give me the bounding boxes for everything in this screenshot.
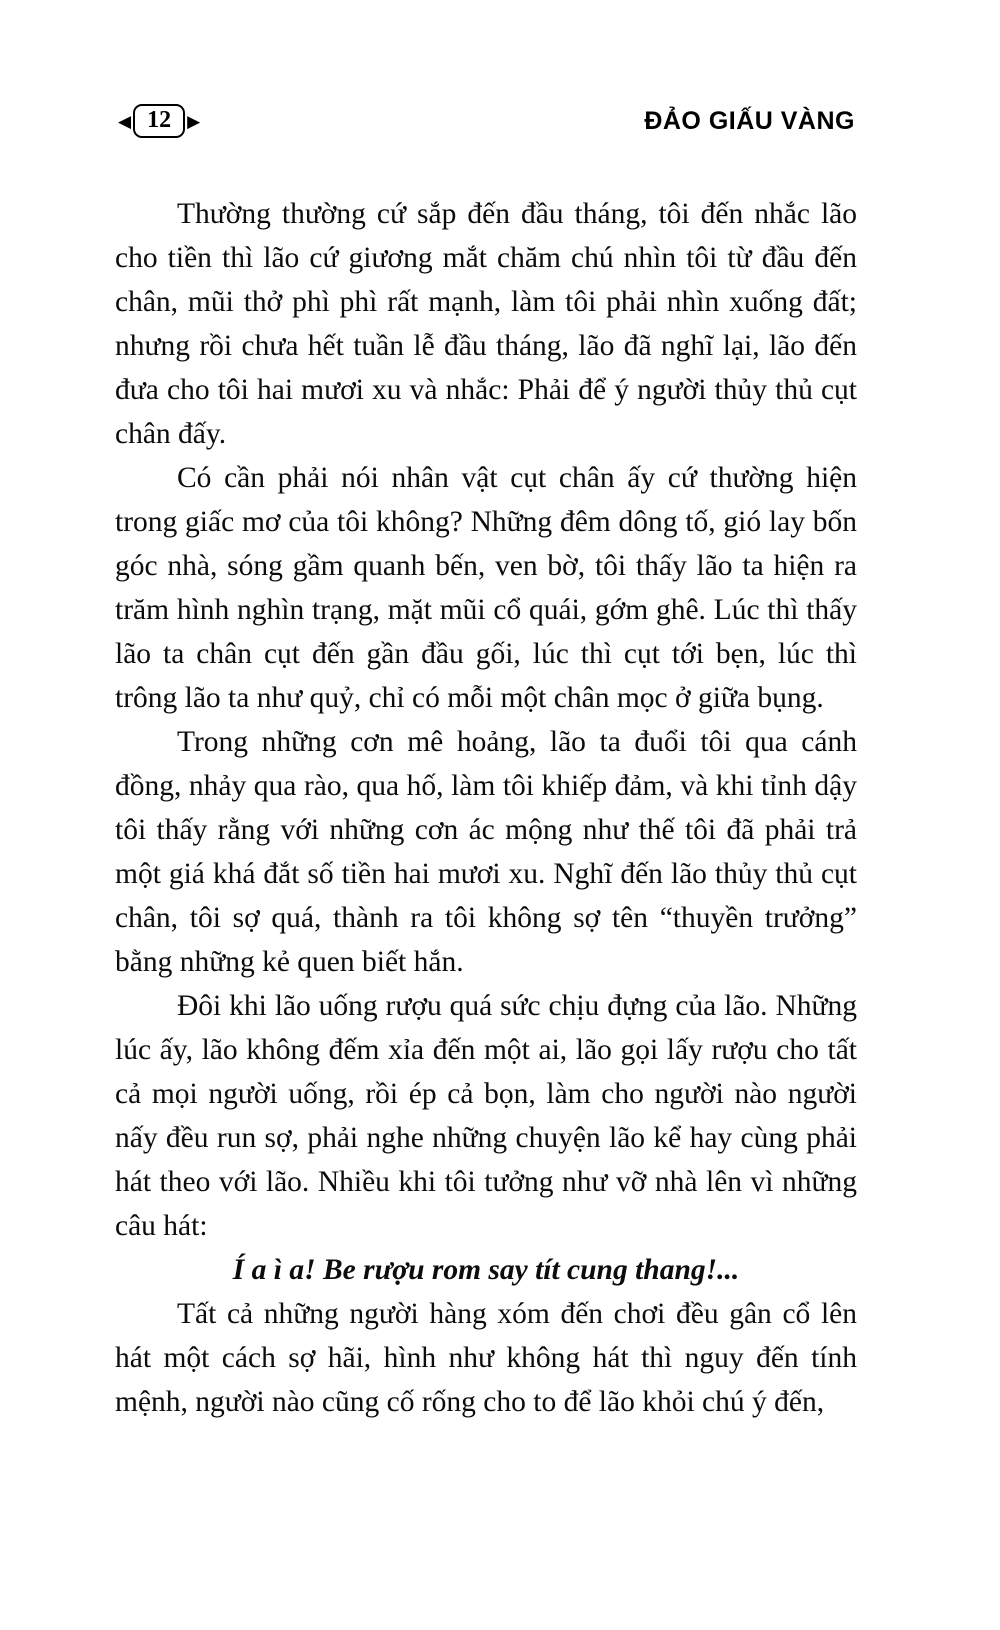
page-number-ornament	[118, 104, 200, 138]
page-body	[115, 192, 857, 1424]
paragraph: Có cần phải nói nhân vật cụt chân ấy cứ thường hiện trong giấc mơ của tôi không? Những đêm dông tố, gió lay bốn góc nhà, sóng gầm quanh bến, ven bờ, tôi thấy lão ta hiện ra trăm hình nghìn trạng, mặt mũi cổ quái, gớm ghê. Lúc thì thấy lão ta chân cụt đến gần đầu gối, lúc thì cụt tới bẹn, lúc thì trông lão ta như quỷ, chỉ có mỗi một chân mọc ở giữa bụng.	[115, 462, 857, 714]
paragraph: Tất cả những người hàng xóm đến chơi đều gân cổ lên hát một cách sợ hãi, hình như không hát thì nguy đến tính mệnh, người nào cũng cố rống cho to để lão khỏi chú ý đến,	[115, 1298, 857, 1418]
verse-line: Í a ì a! Be rượu rom say tít cung thang!...	[232, 1254, 740, 1286]
paragraph: Trong những cơn mê hoảng, lão ta đuổi tôi qua cánh đồng, nhảy qua rào, qua hố, làm tôi khiếp đảm, và khi tỉnh dậy tôi thấy rằng với những cơn ác mộng như thế tôi đã phải trả một giá khá đắt số tiền hai mươi xu. Nghĩ đến lão thủy thủ cụt chân, tôi sợ quá, thành ra tôi không sợ tên “thuyền trưởng” bằng những kẻ quen biết hắn.	[115, 726, 857, 978]
running-head-title: ĐẢO GIẤU VÀNG	[644, 106, 855, 135]
right-arrow-icon: ▶	[187, 111, 201, 131]
page-number: 12	[133, 104, 185, 138]
paragraph: Đôi khi lão uống rượu quá sức chịu đựng của lão. Những lúc ấy, lão không đếm xỉa đến một ai, lão gọi lấy rượu cho tất cả mọi người uống, rồi ép cả bọn, làm cho người nào người nấy đều run sợ, phải nghe những chuyện lão kể hay cùng phải hát theo với lão. Nhiều khi tôi tưởng như vỡ nhà lên vì những câu hát:	[115, 990, 857, 1242]
page-header	[118, 104, 855, 138]
left-arrow-icon: ◀	[118, 111, 132, 131]
paragraph: Thường thường cứ sắp đến đầu tháng, tôi đến nhắc lão cho tiền thì lão cứ giương mắt chăm chú nhìn tôi từ đầu đến chân, mũi thở phì phì rất mạnh, làm tôi phải nhìn xuống đất; nhưng rồi chưa hết tuần lễ đầu tháng, lão đã nghĩ lại, lão đến đưa cho tôi hai mươi xu và nhắc: Phải để ý người thủy thủ cụt chân đấy.	[115, 198, 857, 450]
